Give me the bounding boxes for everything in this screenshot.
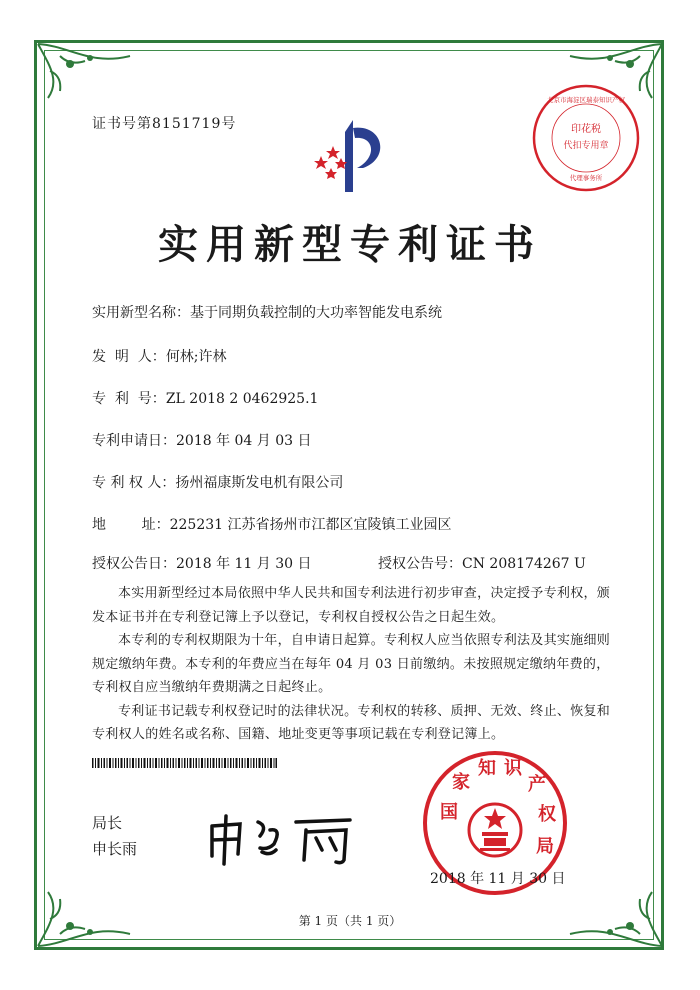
svg-text:局: 局	[536, 836, 554, 857]
utility-model-name-value: 基于同期负载控制的大功率智能发电系统	[190, 305, 442, 321]
filing-date-label: 专利申请日：	[92, 433, 176, 449]
svg-text:印花税: 印花税	[571, 124, 601, 135]
certificate-number: 证书号第8151719号	[92, 116, 237, 132]
corner-ornament-top-left	[30, 36, 140, 106]
seal-date: 2018 年 11 月 30 日	[430, 871, 566, 887]
patent-number-value: ZL 2018 2 0462925.1	[165, 391, 319, 407]
director-title: 局长	[92, 814, 123, 832]
legal-paragraph-1: 本实用新型经过本局依照中华人民共和国专利法进行初步审查，决定授予专利权，颁发本证书并在专利登记簿上予以登记，专利权自授权公告之日起生效。	[92, 586, 611, 625]
cnipa-logo-icon	[305, 110, 395, 200]
director-signature	[200, 808, 360, 868]
address-label: 地 址：	[92, 517, 170, 533]
utility-model-name-label: 实用新型名称：	[92, 305, 190, 321]
grant-number-label: 授权公告号：	[378, 556, 462, 572]
svg-text:权: 权	[538, 804, 556, 825]
director-name: 申长雨	[92, 840, 138, 858]
utility-model-name-row	[92, 302, 442, 322]
legal-paragraph-3: 专利证书记载专利权登记时的法律状况。专利权的转移、质押、无效、终止、恢复和专利权人的姓名或名称、国籍、地址变更等事项记载在专利登记簿上。	[92, 703, 611, 742]
svg-text:国: 国	[440, 802, 458, 823]
grant-date-row	[92, 553, 312, 573]
svg-text:产: 产	[528, 774, 546, 795]
svg-text:代理事务所: 代理事务所	[569, 174, 603, 182]
svg-text:识: 识	[504, 758, 522, 779]
page-footer: 第 1 页（共 1 页）	[298, 914, 402, 928]
grant-date-label: 授权公告日：	[92, 556, 176, 572]
patentee-value: 扬州福康斯发电机有限公司	[175, 475, 344, 491]
grant-number-value: CN 208174267 U	[462, 556, 586, 572]
agency-tax-stamp	[530, 82, 642, 194]
address-value: 225231 江苏省扬州市江都区宜陵镇工业园区	[169, 517, 452, 533]
svg-text:家: 家	[452, 772, 470, 793]
filing-date-value: 2018 年 04 月 03 日	[176, 433, 312, 449]
inventor-row	[92, 346, 227, 366]
barcode	[92, 758, 277, 768]
patent-number-label: 专 利 号：	[92, 391, 166, 407]
address-row	[92, 514, 452, 534]
filing-date-row	[92, 430, 312, 450]
svg-text:北京市海淀区瑞泰知识产权: 北京市海淀区瑞泰知识产权	[547, 96, 625, 104]
grant-number-row	[378, 553, 586, 573]
svg-text:代扣专用章: 代扣专用章	[563, 141, 609, 151]
grant-date-value: 2018 年 11 月 30 日	[176, 556, 312, 572]
patentee-label: 专 利 权 人：	[92, 475, 176, 491]
patentee-row	[92, 472, 343, 492]
legal-paragraph-2: 本专利的专利权期限为十年，自申请日起算。专利权人应当依照专利法及其实施细则规定缴纳年费。本专利的年费应当在每年 04 月 03 日前缴纳。未按照规定缴纳年费的，专利权自应当缴纳年费期满之日起终止。	[92, 633, 611, 695]
svg-text:知: 知	[478, 758, 496, 779]
legal-text	[92, 582, 612, 747]
inventor-value: 何林;许林	[165, 349, 227, 365]
certificate-title: 实用新型专利证书	[158, 221, 542, 268]
patent-number-row	[92, 388, 318, 408]
inventor-label: 发 明 人：	[92, 349, 166, 365]
